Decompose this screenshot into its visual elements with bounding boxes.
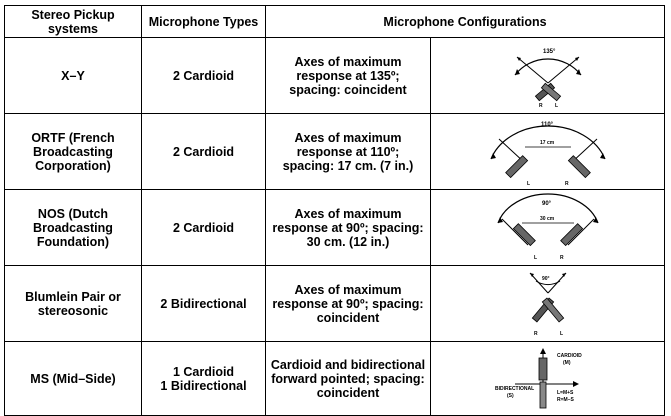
- svg-text:R: R: [559, 254, 564, 261]
- svg-text:L: L: [533, 254, 537, 261]
- microphone-icon: [535, 83, 560, 100]
- table-row: [5, 342, 665, 416]
- microphone-icon: [513, 223, 582, 245]
- ortf-diagram: [483, 117, 613, 187]
- svg-text:135°: 135°: [542, 48, 555, 55]
- config-text: Axes of maximum response at 90º; spacing: 30 cm. (12 in.): [266, 190, 431, 266]
- mic-type: 2 Cardioid: [142, 114, 266, 190]
- config-diagram: [431, 342, 665, 416]
- header-microphone-configurations: Microphone Configurations: [266, 6, 665, 38]
- config-diagram: [431, 114, 665, 190]
- svg-text:R: R: [538, 102, 543, 109]
- system-name: ORTF (French Broadcasting Corporation): [5, 114, 142, 190]
- svg-text:R=M–S: R=M–S: [556, 396, 574, 403]
- table-row: [5, 190, 665, 266]
- table-row: [5, 38, 665, 114]
- svg-text:CARDIOID: CARDIOID: [556, 352, 582, 359]
- header-row: [5, 6, 665, 38]
- stereo-pickup-table: [4, 5, 665, 416]
- blumlein-diagram: [508, 269, 588, 339]
- svg-text:L: L: [526, 180, 530, 187]
- config-diagram: [431, 266, 665, 342]
- xy-diagram: [493, 41, 603, 111]
- config-text: Axes of maximum response at 110º; spacing: 17 cm. (7 in.): [266, 114, 431, 190]
- nos-diagram: [488, 193, 608, 263]
- svg-text:L: L: [559, 330, 563, 337]
- svg-text:L: L: [554, 102, 558, 109]
- config-text: Axes of maximum response at 90º; spacing: coincident: [266, 266, 431, 342]
- svg-text:17 cm: 17 cm: [539, 139, 554, 146]
- svg-text:(M): (M): [562, 359, 570, 366]
- mic-type: 2 Bidirectional: [142, 266, 266, 342]
- svg-text:L=M+S: L=M+S: [556, 389, 573, 396]
- svg-text:BIDIRECTIONAL: BIDIRECTIONAL: [494, 385, 534, 392]
- table-row: [5, 266, 665, 342]
- system-name: Blumlein Pair or stereosonic: [5, 266, 142, 342]
- mic-type: 2 Cardioid: [142, 38, 266, 114]
- header-microphone-types: Microphone Types: [142, 6, 266, 38]
- system-name: X–Y: [5, 38, 142, 114]
- ms-diagram: [493, 344, 603, 414]
- config-diagram: [431, 190, 665, 266]
- svg-text:R: R: [533, 330, 538, 337]
- svg-text:110°: 110°: [540, 121, 553, 128]
- system-name: MS (Mid–Side): [5, 342, 142, 416]
- table-row: [5, 114, 665, 190]
- svg-text:R: R: [564, 180, 569, 187]
- svg-text:90°: 90°: [541, 200, 551, 207]
- microphone-icon: [532, 298, 563, 322]
- config-diagram: [431, 38, 665, 114]
- svg-text:90°: 90°: [541, 275, 550, 282]
- microphone-icon: [505, 155, 590, 177]
- mic-type: 1 Cardioid 1 Bidirectional: [142, 342, 266, 416]
- header-stereo-pickup: Stereo Pickup systems: [5, 6, 142, 38]
- svg-text:(S): (S): [506, 392, 514, 399]
- svg-text:30 cm: 30 cm: [539, 215, 554, 222]
- system-name: NOS (Dutch Broadcasting Foundation): [5, 190, 142, 266]
- config-text: Cardioid and bidirectional forward pointed; spacing: coincident: [266, 342, 431, 416]
- mic-type: 2 Cardioid: [142, 190, 266, 266]
- microphone-icon: [539, 358, 547, 408]
- config-text: Axes of maximum response at 135º; spacing: coincident: [266, 38, 431, 114]
